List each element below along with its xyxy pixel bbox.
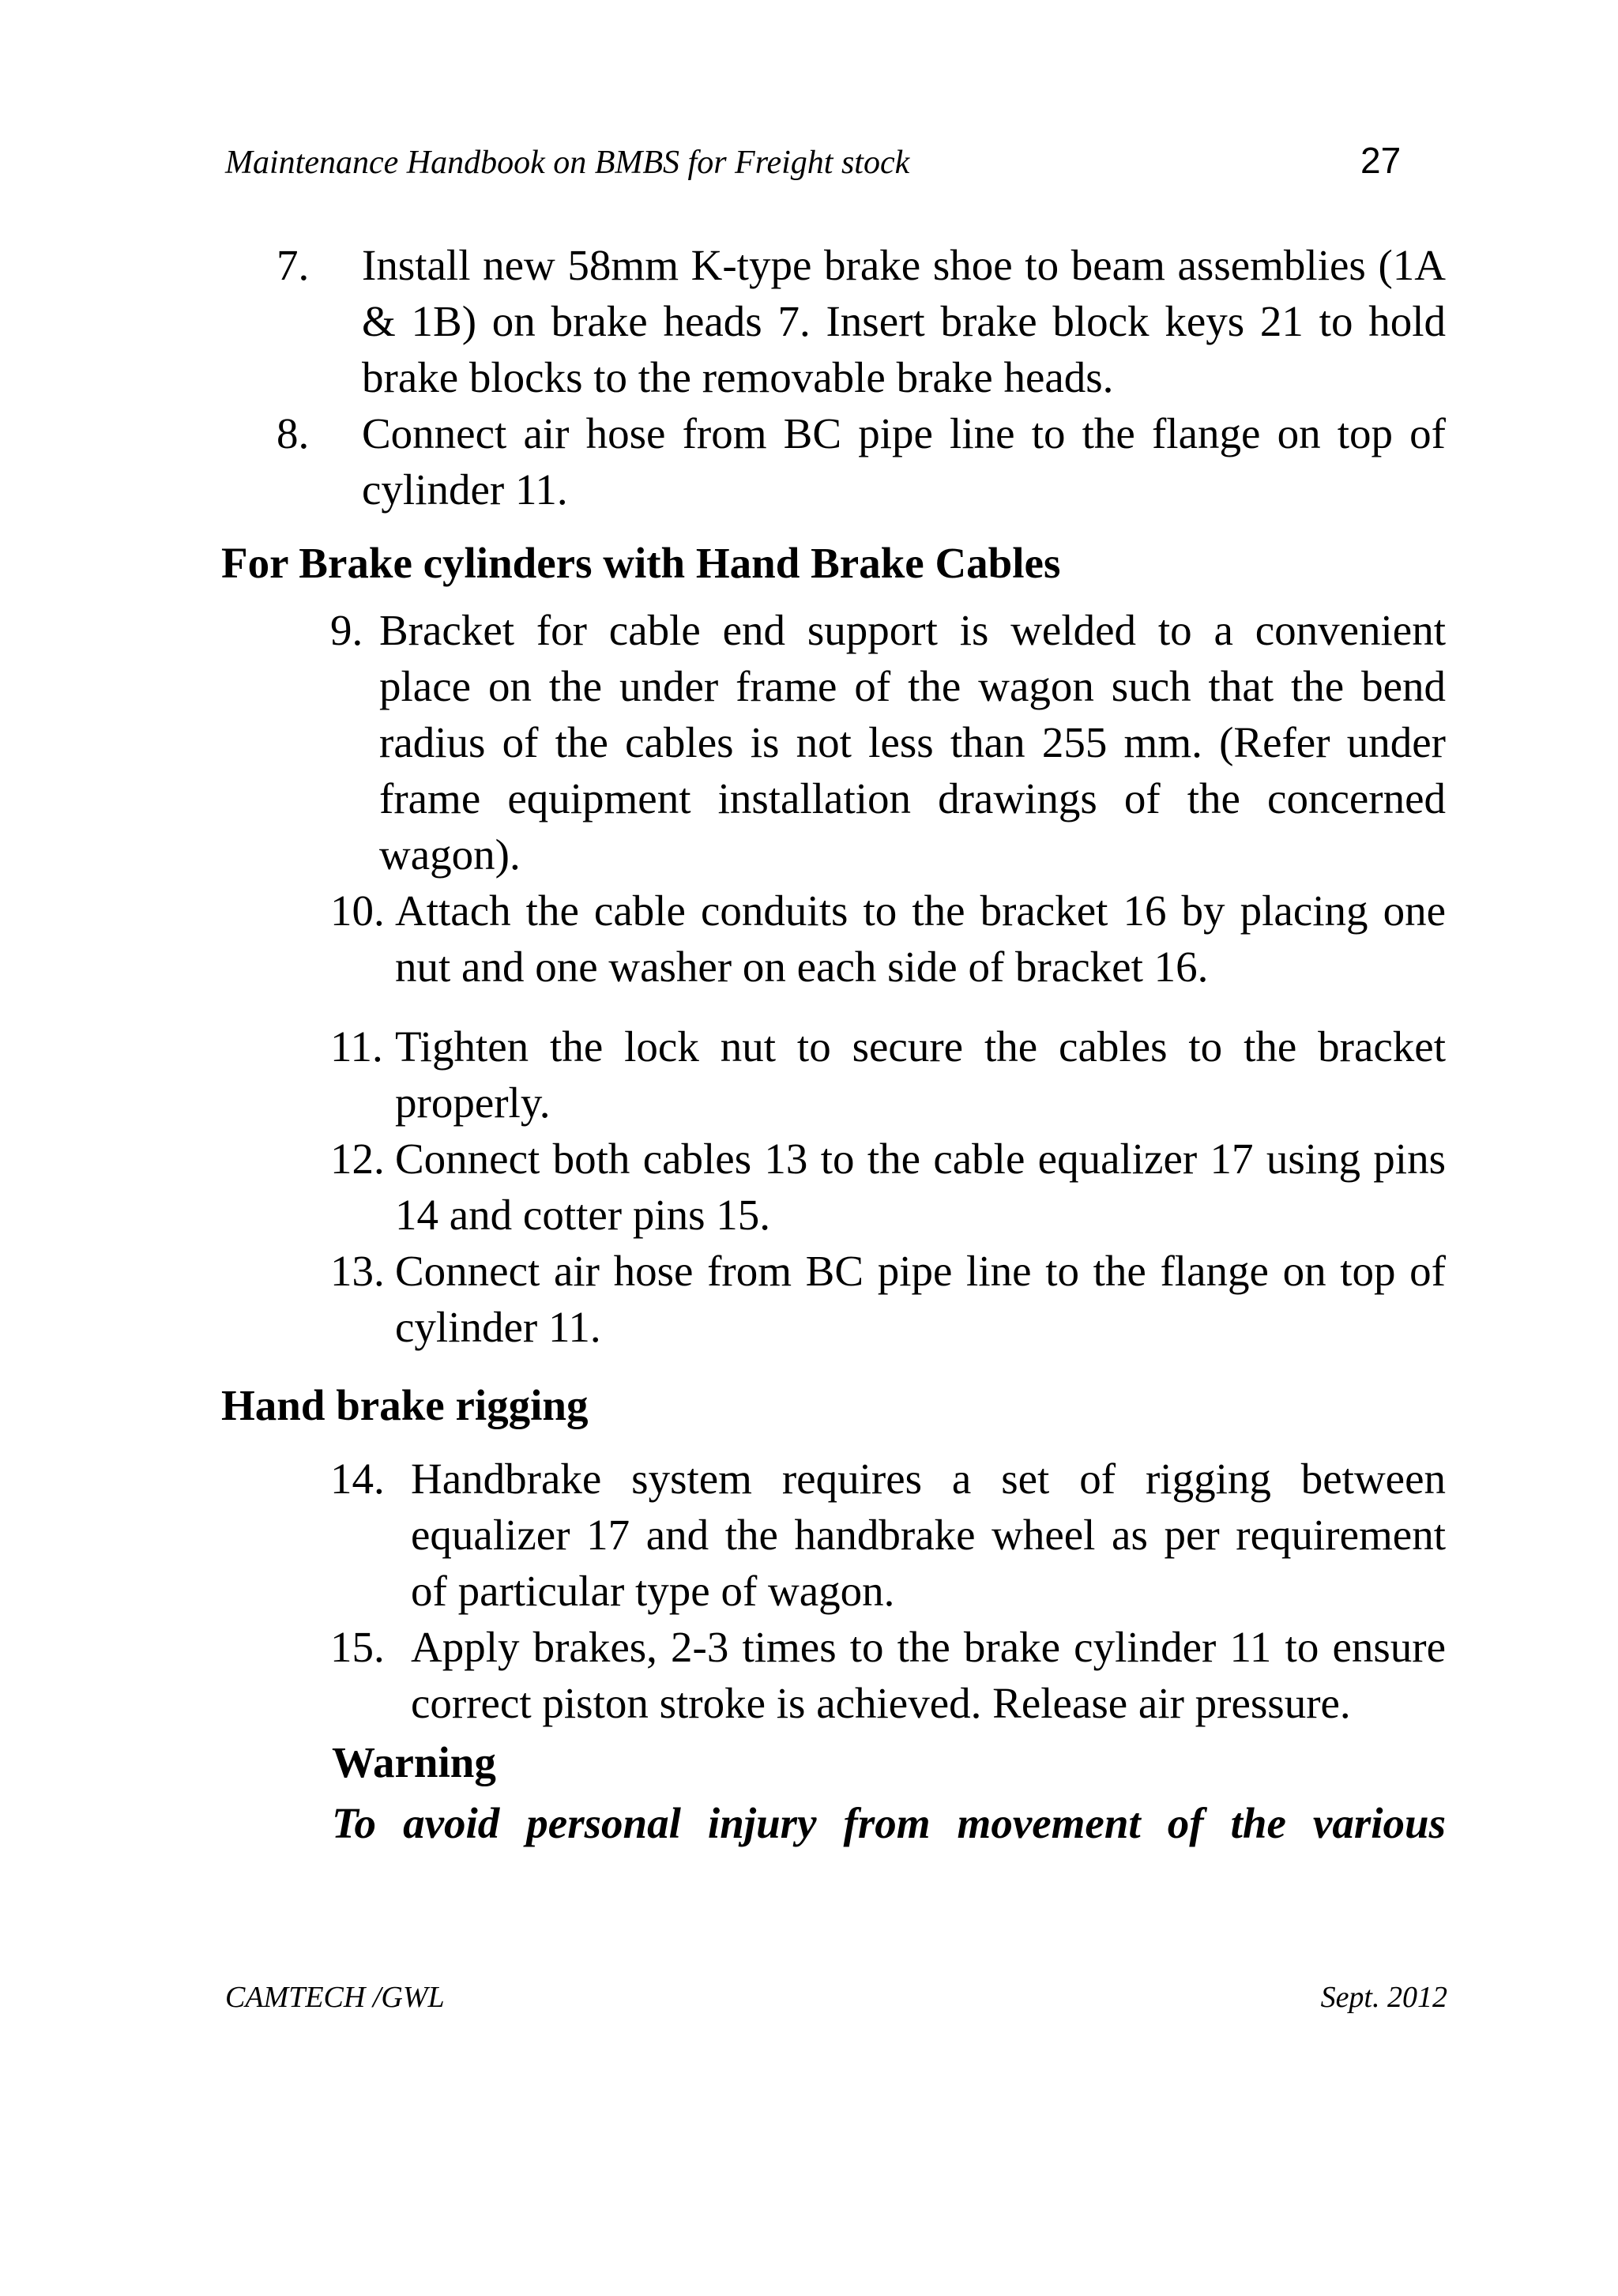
item-number: 13. <box>330 1247 385 1295</box>
list-item <box>277 237 1446 405</box>
item-number: 15. <box>330 1623 385 1671</box>
item-text: Apply brakes, 2-3 times to the brake cylinder 11 to ensure correct piston stroke is achieved. Release air pressure. <box>411 1623 1446 1727</box>
item-text: Connect both cables 13 to the cable equalizer 17 using pins 14 and cotter pins 15. <box>395 1135 1446 1239</box>
list-item <box>277 405 1446 518</box>
list-item <box>277 883 1446 995</box>
running-header: Maintenance Handbook on BMBS for Freight stock <box>225 145 910 181</box>
item-number: 9. <box>330 606 363 654</box>
item-text: Handbrake system requires a set of rigging between equalizer 17 and the handbrake wheel as per requirement of particular type of wagon. <box>411 1455 1446 1615</box>
item-text: Connect air hose from BC pipe line to the flange on top of cylinder 11. <box>362 409 1446 514</box>
item-text: Bracket for cable end support is welded to a convenient place on the under frame of the wagon such that the bend radius of the cables is not less than 255 mm. (Refer under frame equipment installation drawings of the concerned wagon). <box>379 606 1446 879</box>
section-heading: For Brake cylinders with Hand Brake Cables <box>221 539 1061 587</box>
warning-title: Warning <box>332 1738 496 1786</box>
footer-left: CAMTECH /GWL <box>225 1981 445 2014</box>
item-number: 14. <box>330 1455 385 1503</box>
item-text: Attach the cable conduits to the bracket 16 by placing one nut and one washer on each side of bracket 16. <box>395 886 1446 991</box>
page-number: 27 <box>1360 140 1402 181</box>
item-number: 10. <box>330 886 385 935</box>
item-text: Connect air hose from BC pipe line to the flange on top of cylinder 11. <box>395 1247 1446 1351</box>
list-item <box>277 1243 1446 1355</box>
item-text: Tighten the lock nut to secure the cables to the bracket properly. <box>395 1022 1446 1127</box>
footer-right: Sept. 2012 <box>1320 1981 1447 2014</box>
list-item <box>277 1619 1446 1731</box>
section-heading: Hand brake rigging <box>221 1381 589 1429</box>
item-text: Install new 58mm K-type brake shoe to beam assemblies (1A & 1B) on brake heads 7. Insert brake block keys 21 to hold brake blocks to the removable brake heads. <box>362 241 1446 401</box>
warning-text: To avoid personal injury from movement of the various <box>332 1799 1446 1847</box>
item-number: 11. <box>330 1022 383 1071</box>
item-number: 7. <box>277 241 310 289</box>
item-number: 8. <box>277 409 310 457</box>
list-item <box>277 1131 1446 1243</box>
item-number: 12. <box>330 1135 385 1183</box>
list-item <box>277 1451 1446 1619</box>
list-item <box>277 1018 1446 1131</box>
list-item <box>277 602 1446 883</box>
page-body <box>221 237 1446 1851</box>
